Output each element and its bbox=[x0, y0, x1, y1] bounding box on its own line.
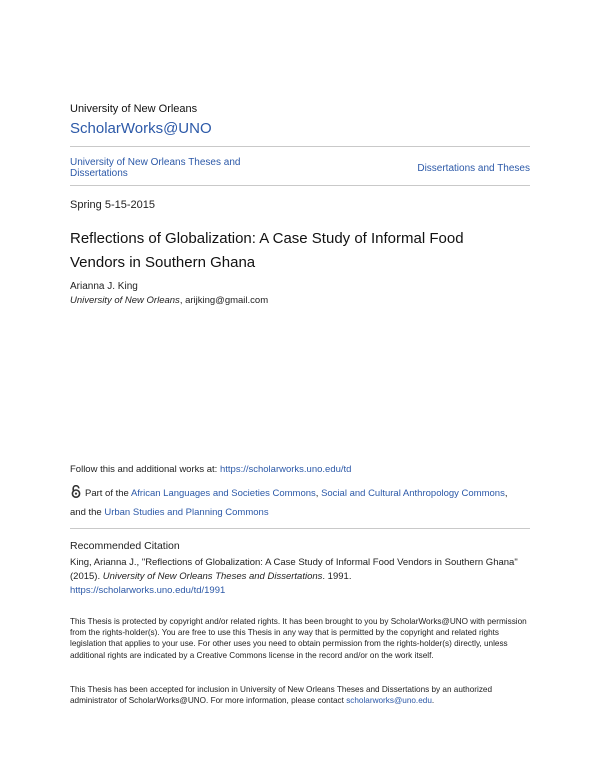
citation-text: King, Arianna J., "Reflections of Globalization: A Case Study of Informal Food Vendors in Southern Ghana" (2015). bbox=[70, 557, 518, 582]
follow-line bbox=[70, 464, 351, 475]
citation-divider bbox=[70, 528, 530, 529]
collection-divider bbox=[70, 185, 530, 186]
open-access-lock-icon bbox=[70, 485, 82, 498]
author-affiliation bbox=[70, 295, 268, 306]
commons-link-anthropology[interactable]: Social and Cultural Anthropology Commons bbox=[321, 488, 505, 499]
part-of-separator-1: , bbox=[315, 488, 322, 499]
author-email: , arijking@gmail.com bbox=[179, 295, 269, 306]
contact-email-link[interactable]: scholarworks@uno.edu bbox=[346, 696, 432, 706]
citation-number: . 1991. bbox=[322, 571, 352, 582]
follow-text: Follow this and additional works at: bbox=[70, 464, 220, 475]
publication-date: Spring 5-15-2015 bbox=[70, 199, 156, 211]
acceptance-statement bbox=[70, 684, 532, 706]
part-of-block bbox=[70, 484, 540, 522]
thesis-title: Reflections of Globalization: A Case Study of Informal Food Vendors in Southern Ghana bbox=[70, 230, 464, 271]
author-name: Arianna J. King bbox=[70, 281, 138, 292]
affiliation-name: University of New Orleans bbox=[70, 295, 180, 306]
part-of-and-the: and the bbox=[70, 507, 105, 518]
repository-link[interactable]: ScholarWorks@UNO bbox=[70, 120, 212, 137]
top-divider bbox=[70, 146, 530, 147]
rights-statement: This Thesis is protected by copyright and/or related rights. It has been brought to you by ScholarWorks@UNO with permission from the rights-holder(s). You are free to use this Thesis in any way that is permitted by the copyright and related rights legislation that applies to your use. For other uses you need to obtain permission from the rights-holder(s) directly, unless additional rights are indicated by a Creative Commons license in the record and/or on the work itself. bbox=[70, 617, 527, 660]
collection-link-theses[interactable]: University of New Orleans Theses and Dissertations bbox=[70, 157, 241, 179]
commons-link-african-languages[interactable]: African Languages and Societies Commons bbox=[130, 488, 316, 499]
institution-name: University of New Orleans bbox=[70, 103, 198, 115]
citation-url-link[interactable]: https://scholarworks.uno.edu/td/1991 bbox=[70, 585, 226, 596]
part-of-separator-2: , bbox=[504, 488, 508, 499]
acceptance-end: . bbox=[431, 696, 435, 706]
collection-link-dissertations[interactable]: Dissertations and Theses bbox=[417, 163, 530, 174]
commons-link-urban-studies[interactable]: Urban Studies and Planning Commons bbox=[104, 507, 269, 518]
citation-journal: University of New Orleans Theses and Dissertations bbox=[102, 571, 323, 582]
follow-url-link[interactable]: https://scholarworks.uno.edu/td bbox=[219, 464, 352, 475]
part-of-prefix: Part of the bbox=[85, 488, 131, 499]
citation-body bbox=[70, 556, 538, 598]
acceptance-text: This Thesis has been accepted for inclusion in University of New Orleans Theses and Dissertations by an authorized administrator of ScholarWorks@UNO. For more information, please contact bbox=[70, 685, 493, 706]
citation-heading: Recommended Citation bbox=[70, 540, 180, 552]
